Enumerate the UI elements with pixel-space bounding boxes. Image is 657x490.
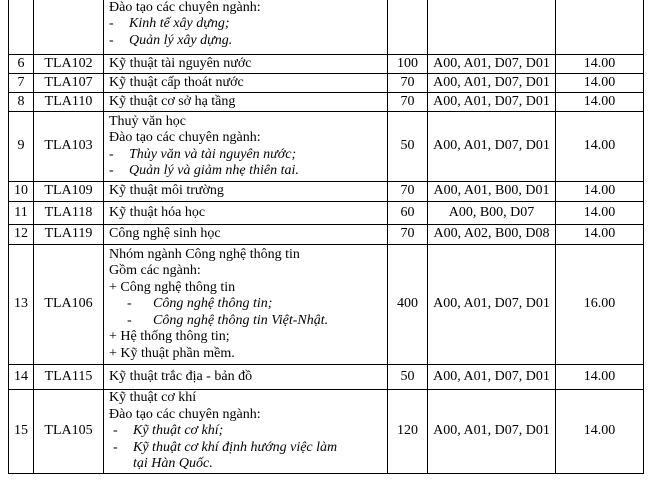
min-score: 16.00 bbox=[556, 245, 644, 365]
program-name bbox=[104, 202, 388, 225]
table-row bbox=[9, 0, 644, 55]
quota: 50 bbox=[388, 112, 428, 182]
program-name-line: Gồm các ngành: bbox=[109, 263, 201, 279]
min-score bbox=[556, 0, 644, 55]
subject-combinations: A00, B00, D07 bbox=[428, 202, 556, 225]
table-row bbox=[9, 112, 644, 182]
subject-combinations: A00, A01, D07, D01 bbox=[428, 365, 556, 390]
row-number: 10 bbox=[9, 182, 34, 202]
min-score: 14.00 bbox=[556, 74, 644, 93]
row-number: 6 bbox=[9, 55, 34, 74]
program-code: TLA119 bbox=[34, 225, 104, 245]
list-dash: - bbox=[109, 32, 114, 48]
program-name bbox=[104, 112, 388, 182]
program-name-line: Thuỷ văn học bbox=[109, 113, 186, 129]
row-number: 7 bbox=[9, 74, 34, 93]
table-body bbox=[9, 0, 644, 473]
list-item-text: Thủy văn và tài nguyên nước; bbox=[129, 146, 297, 162]
min-score: 14.00 bbox=[556, 55, 644, 74]
list-dash: - bbox=[127, 296, 132, 312]
program-name bbox=[104, 365, 388, 390]
program-code: TLA105 bbox=[34, 390, 104, 474]
program-name-line: Kỹ thuật cấp thoát nước bbox=[109, 74, 244, 90]
program-name-line: Kỹ thuật cơ sở hạ tầng bbox=[109, 93, 236, 109]
quota: 100 bbox=[388, 55, 428, 74]
list-dash: - bbox=[109, 16, 114, 32]
table-row bbox=[9, 182, 644, 202]
quota: 60 bbox=[388, 202, 428, 225]
subject-combinations: A00, A01, D07, D01 bbox=[428, 390, 556, 474]
table-row bbox=[9, 74, 644, 93]
list-item-text: Kỹ thuật cơ khí; bbox=[133, 423, 224, 438]
list-dash: - bbox=[113, 439, 118, 455]
subject-combinations: A00, A01, B00, D01 bbox=[428, 182, 556, 202]
program-name-line: + Hệ thống thông tin; bbox=[109, 329, 230, 345]
program-name-line: + Kỹ thuật phần mềm. bbox=[109, 345, 235, 361]
program-code bbox=[34, 0, 104, 55]
program-name bbox=[104, 93, 388, 112]
admission-table bbox=[8, 0, 644, 474]
quota: 50 bbox=[388, 365, 428, 390]
program-code: TLA115 bbox=[34, 365, 104, 390]
min-score: 14.00 bbox=[556, 365, 644, 390]
program-code: TLA110 bbox=[34, 93, 104, 112]
subject-combinations: A00, A01, D07, D01 bbox=[428, 93, 556, 112]
min-score: 14.00 bbox=[556, 202, 644, 225]
program-name-line: Đào tạo các chuyên ngành: bbox=[109, 130, 261, 145]
row-number: 8 bbox=[9, 93, 34, 112]
quota: 70 bbox=[388, 74, 428, 93]
program-name-line: Đào tạo các chuyên ngành: bbox=[109, 406, 261, 422]
list-dash: - bbox=[109, 146, 114, 162]
table-row bbox=[9, 365, 644, 390]
program-name-line: Kỹ thuật cơ khí bbox=[109, 390, 197, 405]
quota: 70 bbox=[388, 225, 428, 245]
list-item-text: Công nghệ thông tin; bbox=[153, 296, 273, 312]
program-code: TLA109 bbox=[34, 182, 104, 202]
program-name-line: + Công nghệ thông tin bbox=[109, 279, 236, 295]
list-dash: - bbox=[109, 163, 114, 178]
program-name-line bbox=[109, 440, 383, 457]
program-name-line: Kỹ thuật tài nguyên nước bbox=[109, 55, 252, 71]
subject-combinations: A00, A02, B00, D08 bbox=[428, 225, 556, 245]
program-name bbox=[104, 55, 388, 74]
list-item-text: Công nghệ thông tin Việt-Nhật. bbox=[153, 312, 329, 328]
program-code: TLA118 bbox=[34, 202, 104, 225]
program-name bbox=[104, 390, 388, 474]
program-name-line: Đào tạo các chuyên ngành: bbox=[109, 0, 261, 15]
quota: 120 bbox=[388, 390, 428, 474]
list-item-text: Quản lý và giảm nhẹ thiên tai. bbox=[129, 163, 299, 178]
table-row bbox=[9, 225, 644, 245]
program-name-line bbox=[109, 163, 383, 180]
table-row bbox=[9, 93, 644, 112]
min-score: 14.00 bbox=[556, 93, 644, 112]
program-name bbox=[104, 225, 388, 245]
row-number: 11 bbox=[9, 202, 34, 225]
list-dash: - bbox=[113, 423, 118, 438]
list-item-text: Quản lý xây dựng. bbox=[129, 32, 233, 48]
row-number: 14 bbox=[9, 365, 34, 390]
program-name bbox=[104, 74, 388, 93]
row-number: 9 bbox=[9, 112, 34, 182]
min-score: 14.00 bbox=[556, 225, 644, 245]
program-code: TLA107 bbox=[34, 74, 104, 93]
table-row bbox=[9, 55, 644, 74]
row-number bbox=[9, 0, 34, 55]
min-score: 14.00 bbox=[556, 390, 644, 474]
min-score: 14.00 bbox=[556, 112, 644, 182]
program-name-line: Kỹ thuật hóa học bbox=[109, 204, 206, 220]
table-row bbox=[9, 245, 644, 365]
program-name-line bbox=[109, 296, 383, 313]
table-row bbox=[9, 390, 644, 474]
program-name-line bbox=[109, 423, 383, 440]
program-name-line: Nhóm ngành Công nghệ thông tin bbox=[109, 246, 300, 262]
program-name-line: Kỹ thuật trắc địa - bản đồ bbox=[109, 368, 253, 384]
subject-combinations bbox=[428, 0, 556, 55]
program-code: TLA102 bbox=[34, 55, 104, 74]
list-item-text: Kỹ thuật cơ khí định hướng việc làm bbox=[133, 439, 338, 455]
row-number: 15 bbox=[9, 390, 34, 474]
quota: 70 bbox=[388, 93, 428, 112]
subject-combinations: A00, A01, D07, D01 bbox=[428, 55, 556, 74]
program-code: TLA103 bbox=[34, 112, 104, 182]
row-number: 13 bbox=[9, 245, 34, 365]
program-name bbox=[104, 245, 388, 365]
table-row bbox=[9, 202, 644, 225]
program-name-line: Kỹ thuật môi trường bbox=[109, 183, 224, 199]
list-item-text: Kinh tế xây dựng; bbox=[129, 16, 230, 32]
program-name-line: tại Hàn Quốc. bbox=[133, 456, 213, 471]
program-name-line: Công nghệ sinh học bbox=[109, 226, 221, 242]
program-name-line bbox=[109, 16, 383, 33]
min-score: 14.00 bbox=[556, 182, 644, 202]
program-name bbox=[104, 0, 388, 55]
subject-combinations: A00, A01, D07, D01 bbox=[428, 112, 556, 182]
row-number: 12 bbox=[9, 225, 34, 245]
program-name-line bbox=[109, 147, 383, 164]
program-name-line bbox=[109, 313, 383, 330]
subject-combinations: A00, A01, D07, D01 bbox=[428, 74, 556, 93]
quota: 70 bbox=[388, 182, 428, 202]
quota bbox=[388, 0, 428, 55]
program-code: TLA106 bbox=[34, 245, 104, 365]
program-name-line bbox=[109, 33, 383, 50]
program-name bbox=[104, 182, 388, 202]
quota: 400 bbox=[388, 245, 428, 365]
list-dash: - bbox=[127, 312, 132, 328]
subject-combinations: A00, A01, D07, D01 bbox=[428, 245, 556, 365]
